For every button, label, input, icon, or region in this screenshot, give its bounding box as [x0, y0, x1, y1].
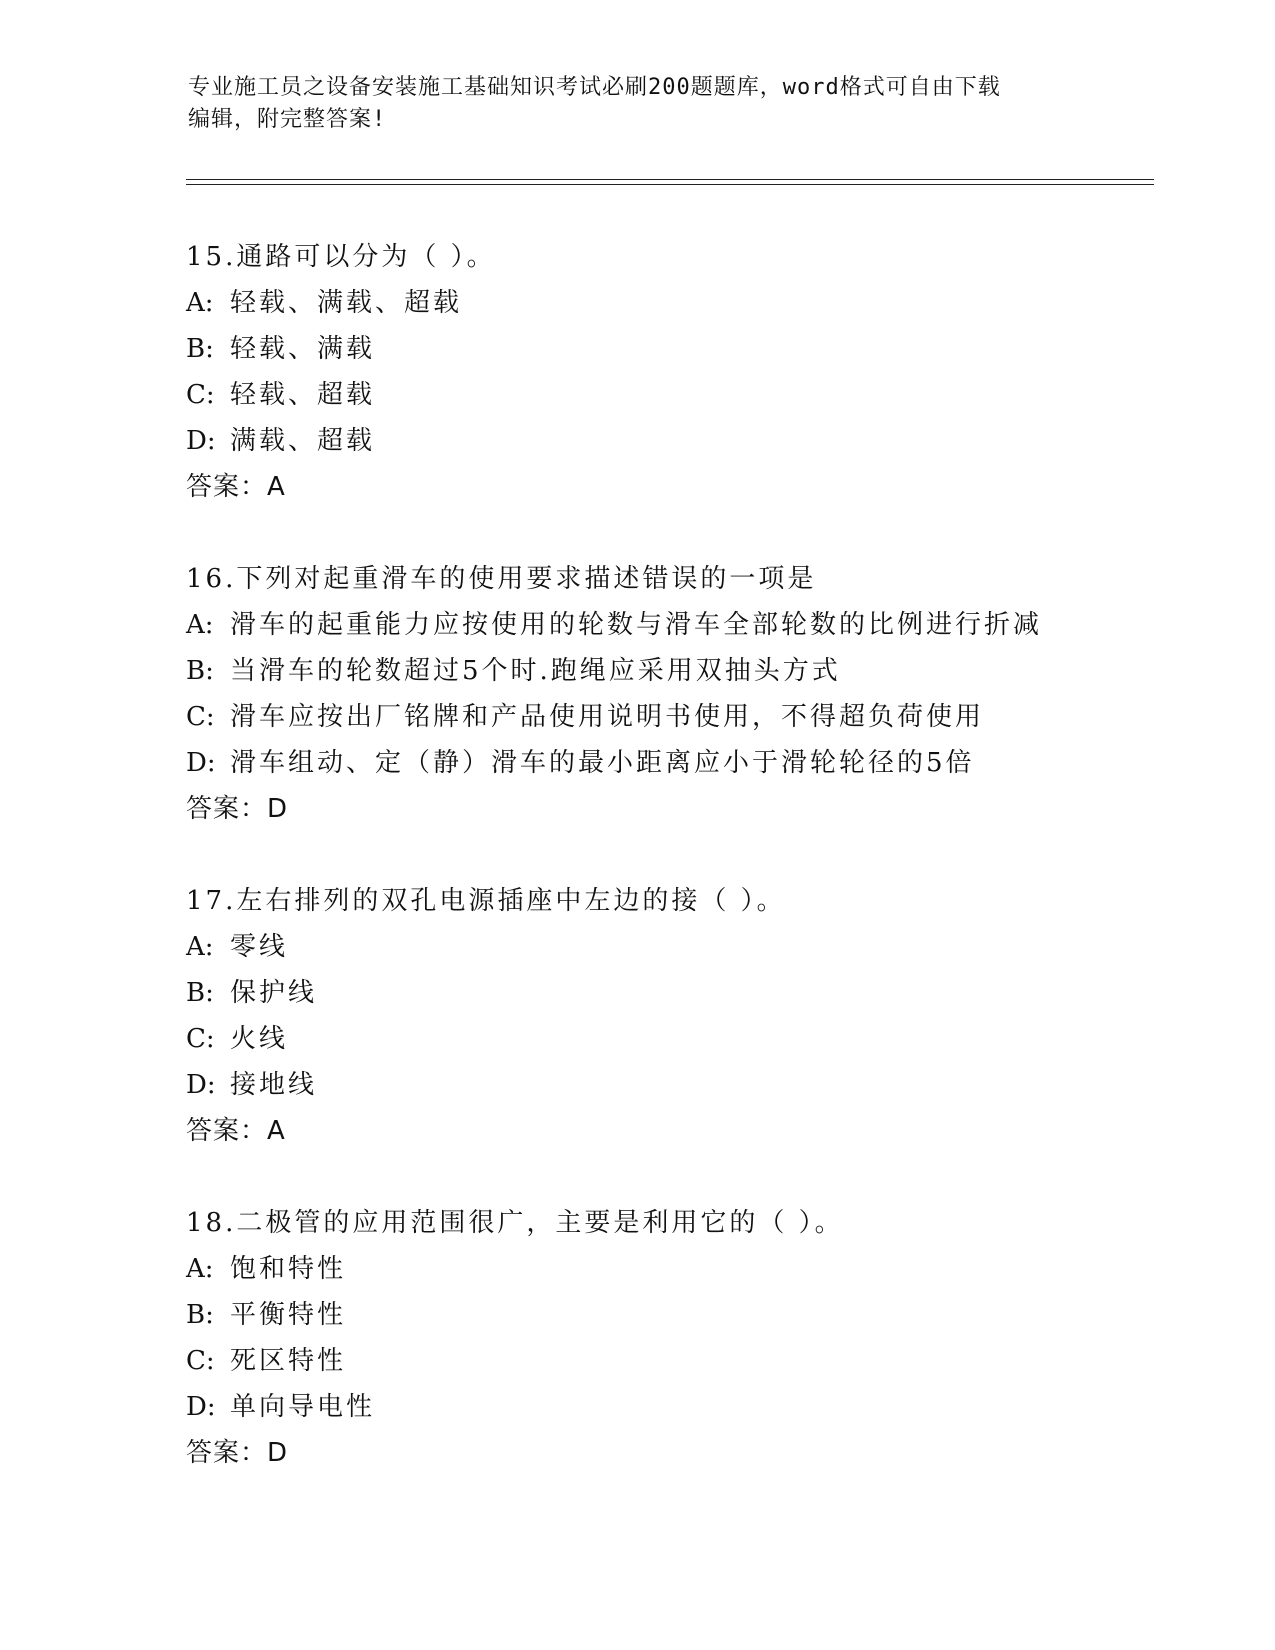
option-letter: A:	[186, 288, 214, 318]
question-16	[186, 556, 1186, 832]
option-d	[186, 1062, 1186, 1108]
option-letter: B:	[186, 978, 214, 1008]
question-18	[186, 1200, 1186, 1476]
option-text: 零线	[230, 932, 289, 962]
option-text: 单向导电性	[230, 1392, 376, 1422]
question-stem: 15.通路可以分为（ ）。	[186, 242, 496, 272]
answer-line: 答案：A	[186, 472, 286, 502]
option-d	[186, 418, 1186, 464]
option-letter: B:	[186, 334, 214, 364]
option-a	[186, 924, 1186, 970]
option-text: 滑车的起重能力应按使用的轮数与滑车全部轮数的比例进行折减	[230, 610, 1043, 640]
question-15	[186, 234, 1186, 510]
option-b	[186, 326, 1186, 372]
option-text: 接地线	[230, 1070, 318, 1100]
option-text: 平衡特性	[230, 1300, 347, 1330]
option-letter: A:	[186, 932, 214, 962]
question-stem: 17.左右排列的双孔电源插座中左边的接（ ）。	[186, 886, 786, 916]
option-text: 保护线	[230, 978, 318, 1008]
answer-line: 答案：D	[186, 1438, 289, 1468]
option-d	[186, 740, 1186, 786]
option-text: 火线	[230, 1024, 289, 1054]
option-c	[186, 372, 1186, 418]
option-letter: C:	[186, 1024, 215, 1054]
option-text: 滑车应按出厂铭牌和产品使用说明书使用，不得超负荷使用	[230, 702, 985, 732]
option-b	[186, 1292, 1186, 1338]
question-stem: 18.二极管的应用范围很广，主要是利用它的（ ）。	[186, 1208, 844, 1238]
option-letter: B:	[186, 656, 214, 686]
option-letter: B:	[186, 1300, 214, 1330]
option-letter: D:	[186, 426, 216, 456]
option-text: 满载、超载	[230, 426, 376, 456]
option-b	[186, 970, 1186, 1016]
answer-line: 答案：D	[186, 794, 289, 824]
option-text: 轻载、满载、超载	[230, 288, 463, 318]
option-letter: C:	[186, 702, 215, 732]
option-b	[186, 648, 1186, 694]
option-letter: A:	[186, 1254, 214, 1284]
option-letter: C:	[186, 1346, 215, 1376]
header-divider-bottom	[186, 184, 1154, 185]
option-letter: D:	[186, 748, 216, 778]
option-text: 轻载、超载	[230, 380, 376, 410]
answer-line: 答案：A	[186, 1116, 286, 1146]
question-stem: 16.下列对起重滑车的使用要求描述错误的一项是	[186, 564, 817, 594]
option-letter: C:	[186, 380, 215, 410]
option-d	[186, 1384, 1186, 1430]
question-17	[186, 878, 1186, 1154]
option-letter: D:	[186, 1392, 216, 1422]
option-letter: D:	[186, 1070, 216, 1100]
option-a	[186, 280, 1186, 326]
option-a	[186, 602, 1186, 648]
option-a	[186, 1246, 1186, 1292]
option-c	[186, 1016, 1186, 1062]
option-text: 轻载、满载	[230, 334, 376, 364]
header-title-line-2: 编辑，附完整答案!	[188, 107, 387, 132]
option-text: 当滑车的轮数超过5个时.跑绳应采用双抽头方式	[230, 656, 841, 686]
document-header	[188, 72, 1088, 136]
option-c	[186, 694, 1186, 740]
header-divider-top	[186, 179, 1154, 180]
header-title-line-1: 专业施工员之设备安装施工基础知识考试必刷200题题库，word格式可自由下载	[188, 75, 1001, 100]
option-text: 饱和特性	[230, 1254, 347, 1284]
option-text: 滑车组动、定（静）滑车的最小距离应小于滑轮轮径的5倍	[230, 748, 975, 778]
option-letter: A:	[186, 610, 214, 640]
option-c	[186, 1338, 1186, 1384]
option-text: 死区特性	[230, 1346, 347, 1376]
question-list	[186, 234, 1186, 1522]
